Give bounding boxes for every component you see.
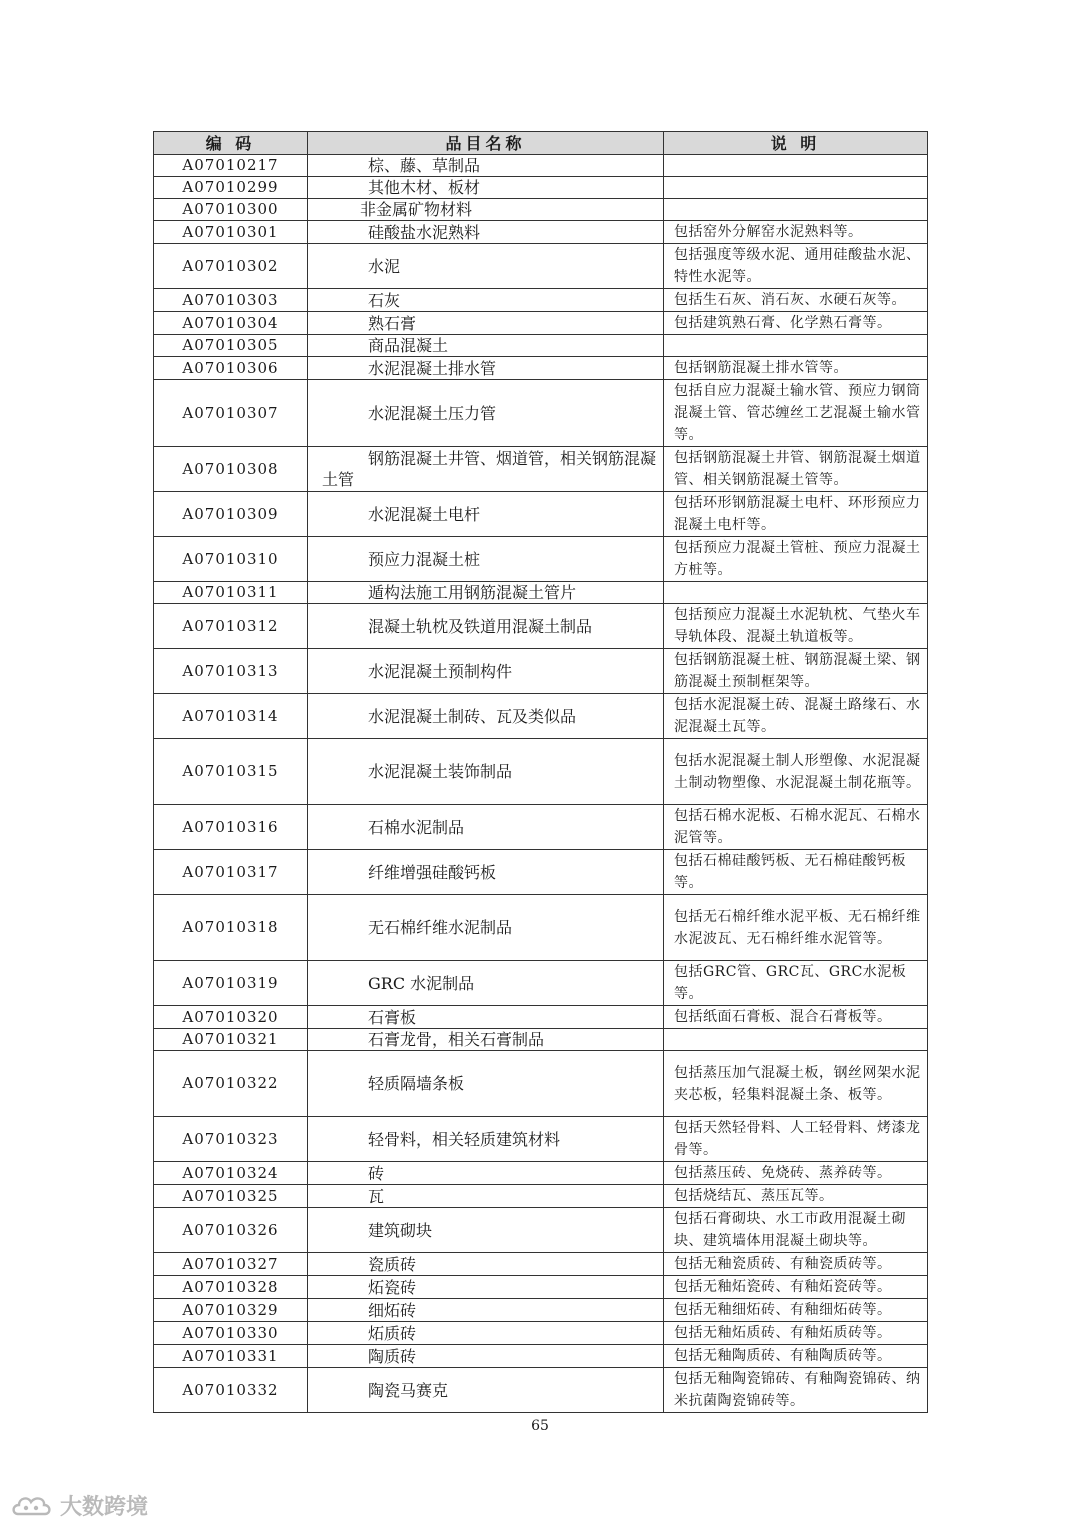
row-desc: 包括GRC管、GRC瓦、GRC水泥板等。 (664, 961, 928, 1006)
table-row (154, 805, 928, 850)
table-row (154, 1162, 928, 1185)
table-row (154, 649, 928, 694)
row-code: A07010308 (154, 447, 308, 492)
row-desc (664, 199, 928, 221)
row-name: GRC 水泥制品 (308, 961, 664, 1006)
row-name: 其他木材、板材 (308, 177, 664, 199)
row-code: A07010331 (154, 1345, 308, 1368)
row-name: 商品混凝土 (308, 335, 664, 357)
row-code: A07010325 (154, 1185, 308, 1208)
row-code: A07010327 (154, 1253, 308, 1276)
row-name: 砖 (308, 1162, 664, 1185)
table-row (154, 312, 928, 335)
row-name: 水泥混凝土装饰制品 (308, 739, 664, 805)
row-desc: 包括无釉陶瓷锦砖、有釉陶瓷锦砖、纳米抗菌陶瓷锦砖等。 (664, 1368, 928, 1413)
row-desc: 包括蒸压砖、免烧砖、蒸养砖等。 (664, 1162, 928, 1185)
table-row (154, 357, 928, 380)
table-row (154, 694, 928, 739)
row-code: A07010303 (154, 289, 308, 312)
row-desc: 包括烧结瓦、蒸压瓦等。 (664, 1185, 928, 1208)
row-code: A07010301 (154, 221, 308, 244)
row-name: 熟石膏 (308, 312, 664, 335)
row-desc: 包括无釉细炻砖、有釉细炻砖等。 (664, 1299, 928, 1322)
row-desc: 包括钢筋混凝土桩、钢筋混凝土梁、钢筋混凝土预制框架等。 (664, 649, 928, 694)
table-row (154, 961, 928, 1006)
row-code: A07010299 (154, 177, 308, 199)
row-name: 陶质砖 (308, 1345, 664, 1368)
row-code: A07010312 (154, 604, 308, 649)
row-code: A07010329 (154, 1299, 308, 1322)
row-desc (664, 582, 928, 604)
row-name: 炻质砖 (308, 1322, 664, 1345)
table-row (154, 447, 928, 492)
row-desc: 包括无釉炻瓷砖、有釉炻瓷砖等。 (664, 1276, 928, 1299)
row-name: 无石棉纤维水泥制品 (308, 895, 664, 961)
row-code: A07010321 (154, 1029, 308, 1051)
table-row (154, 1299, 928, 1322)
row-name: 遁构法施工用钢筋混凝土管片 (308, 582, 664, 604)
row-desc: 包括钢筋混凝土排水管等。 (664, 357, 928, 380)
row-code: A07010307 (154, 380, 308, 447)
row-name: 预应力混凝土桩 (308, 537, 664, 582)
header-desc: 说 明 (664, 132, 928, 155)
row-name: 石膏龙骨，相关石膏制品 (308, 1029, 664, 1051)
row-name: 瓦 (308, 1185, 664, 1208)
row-code: A07010305 (154, 335, 308, 357)
row-name: 非金属矿物材料 (308, 199, 664, 221)
row-code: A07010311 (154, 582, 308, 604)
table-row (154, 1253, 928, 1276)
row-code: A07010313 (154, 649, 308, 694)
table-row (154, 604, 928, 649)
row-code: A07010330 (154, 1322, 308, 1345)
row-desc: 包括水泥混凝土砖、混凝土路缘石、水泥混凝土瓦等。 (664, 694, 928, 739)
row-desc (664, 155, 928, 177)
table-row (154, 335, 928, 357)
row-name: 石膏板 (308, 1006, 664, 1029)
table-row (154, 582, 928, 604)
table-row (154, 739, 928, 805)
row-code: A07010322 (154, 1051, 308, 1117)
row-name: 石棉水泥制品 (308, 805, 664, 850)
row-desc: 包括石棉硅酸钙板、无石棉硅酸钙板等。 (664, 850, 928, 895)
row-name: 硅酸盐水泥熟料 (308, 221, 664, 244)
row-name: 水泥混凝土电杆 (308, 492, 664, 537)
catalog-table (153, 131, 928, 1413)
row-desc: 包括窑外分解窑水泥熟料等。 (664, 221, 928, 244)
table-row (154, 1276, 928, 1299)
row-desc: 包括蒸压加气混凝土板，钢丝网架水泥夹芯板，轻集料混凝土条、板等。 (664, 1051, 928, 1117)
row-name: 轻质隔墙条板 (308, 1051, 664, 1117)
row-code: A07010300 (154, 199, 308, 221)
row-name: 水泥混凝土预制构件 (308, 649, 664, 694)
row-desc: 包括生石灰、消石灰、水硬石灰等。 (664, 289, 928, 312)
row-name: 建筑砌块 (308, 1208, 664, 1253)
row-code: A07010326 (154, 1208, 308, 1253)
table-row (154, 895, 928, 961)
row-desc: 包括天然轻骨料、人工轻骨料、烤漆龙骨等。 (664, 1117, 928, 1162)
row-desc: 包括自应力混凝土输水管、预应力钢筒混凝土管、管芯缠丝工艺混凝土输水管等。 (664, 380, 928, 447)
row-code: A07010306 (154, 357, 308, 380)
table-row (154, 1029, 928, 1051)
row-name: 细炻砖 (308, 1299, 664, 1322)
row-code: A07010302 (154, 244, 308, 289)
row-code: A07010328 (154, 1276, 308, 1299)
row-desc: 包括环形钢筋混凝土电杆、环形预应力混凝土电杆等。 (664, 492, 928, 537)
row-desc (664, 1029, 928, 1051)
table-row (154, 177, 928, 199)
watermark (10, 1490, 148, 1521)
row-desc: 包括预应力混凝土水泥轨枕、气垫火车导轨体段、混凝土轨道板等。 (664, 604, 928, 649)
row-name: 棕、藤、草制品 (308, 155, 664, 177)
table-row (154, 221, 928, 244)
table-body (154, 155, 928, 1413)
row-name: 炻瓷砖 (308, 1276, 664, 1299)
page-number: 65 (531, 1418, 549, 1434)
row-code: A07010323 (154, 1117, 308, 1162)
row-name: 混凝土轨枕及铁道用混凝土制品 (308, 604, 664, 649)
row-name: 水泥混凝土制砖、瓦及类似品 (308, 694, 664, 739)
table-row (154, 1368, 928, 1413)
row-desc: 包括无釉陶质砖、有釉陶质砖等。 (664, 1345, 928, 1368)
table-header (154, 132, 928, 155)
table-row (154, 537, 928, 582)
table-row (154, 380, 928, 447)
watermark-text: 大数跨境 (60, 1495, 149, 1520)
table-row (154, 1117, 928, 1162)
row-name: 纤维增强硅酸钙板 (308, 850, 664, 895)
table-row (154, 1006, 928, 1029)
row-desc (664, 335, 928, 357)
row-code: A07010310 (154, 537, 308, 582)
row-name: 钢筋混凝土井管、烟道管，相关钢筋混凝土管 (308, 447, 664, 492)
cloud-logo-icon (10, 1492, 54, 1520)
table-row (154, 155, 928, 177)
row-name: 水泥 (308, 244, 664, 289)
row-name: 水泥混凝土排水管 (308, 357, 664, 380)
row-name: 轻骨料，相关轻质建筑材料 (308, 1117, 664, 1162)
table-row (154, 1208, 928, 1253)
row-code: A07010332 (154, 1368, 308, 1413)
row-code: A07010309 (154, 492, 308, 537)
row-desc: 包括无釉瓷质砖、有釉瓷质砖等。 (664, 1253, 928, 1276)
table-row (154, 199, 928, 221)
table-row (154, 1051, 928, 1117)
row-desc: 包括纸面石膏板、混合石膏板等。 (664, 1006, 928, 1029)
table-row (154, 1345, 928, 1368)
header-name: 品目名称 (308, 132, 664, 155)
row-code: A07010316 (154, 805, 308, 850)
row-code: A07010315 (154, 739, 308, 805)
row-code: A07010314 (154, 694, 308, 739)
row-desc: 包括无釉炻质砖、有釉炻质砖等。 (664, 1322, 928, 1345)
row-desc: 包括预应力混凝土管桩、预应力混凝土方桩等。 (664, 537, 928, 582)
table-row (154, 244, 928, 289)
header-code: 编 码 (154, 132, 308, 155)
table-row (154, 1322, 928, 1345)
table-row (154, 492, 928, 537)
table-row (154, 289, 928, 312)
row-desc: 包括石膏砌块、水工市政用混凝土砌块、建筑墙体用混凝土砌块等。 (664, 1208, 928, 1253)
row-desc (664, 177, 928, 199)
row-desc: 包括建筑熟石膏、化学熟石膏等。 (664, 312, 928, 335)
row-code: A07010319 (154, 961, 308, 1006)
row-name: 瓷质砖 (308, 1253, 664, 1276)
row-code: A07010304 (154, 312, 308, 335)
row-desc: 包括无石棉纤维水泥平板、无石棉纤维水泥波瓦、无石棉纤维水泥管等。 (664, 895, 928, 961)
row-code: A07010217 (154, 155, 308, 177)
row-name: 陶瓷马赛克 (308, 1368, 664, 1413)
row-desc: 包括强度等级水泥、通用硅酸盐水泥、特性水泥等。 (664, 244, 928, 289)
row-code: A07010317 (154, 850, 308, 895)
row-name: 水泥混凝土压力管 (308, 380, 664, 447)
row-desc: 包括石棉水泥板、石棉水泥瓦、石棉水泥管等。 (664, 805, 928, 850)
table-row (154, 850, 928, 895)
row-code: A07010320 (154, 1006, 308, 1029)
row-desc: 包括水泥混凝土制人形塑像、水泥混凝土制动物塑像、水泥混凝土制花瓶等。 (664, 739, 928, 805)
row-code: A07010324 (154, 1162, 308, 1185)
row-name: 石灰 (308, 289, 664, 312)
row-code: A07010318 (154, 895, 308, 961)
table-row (154, 1185, 928, 1208)
row-desc: 包括钢筋混凝土井管、钢筋混凝土烟道管、相关钢筋混凝土管等。 (664, 447, 928, 492)
